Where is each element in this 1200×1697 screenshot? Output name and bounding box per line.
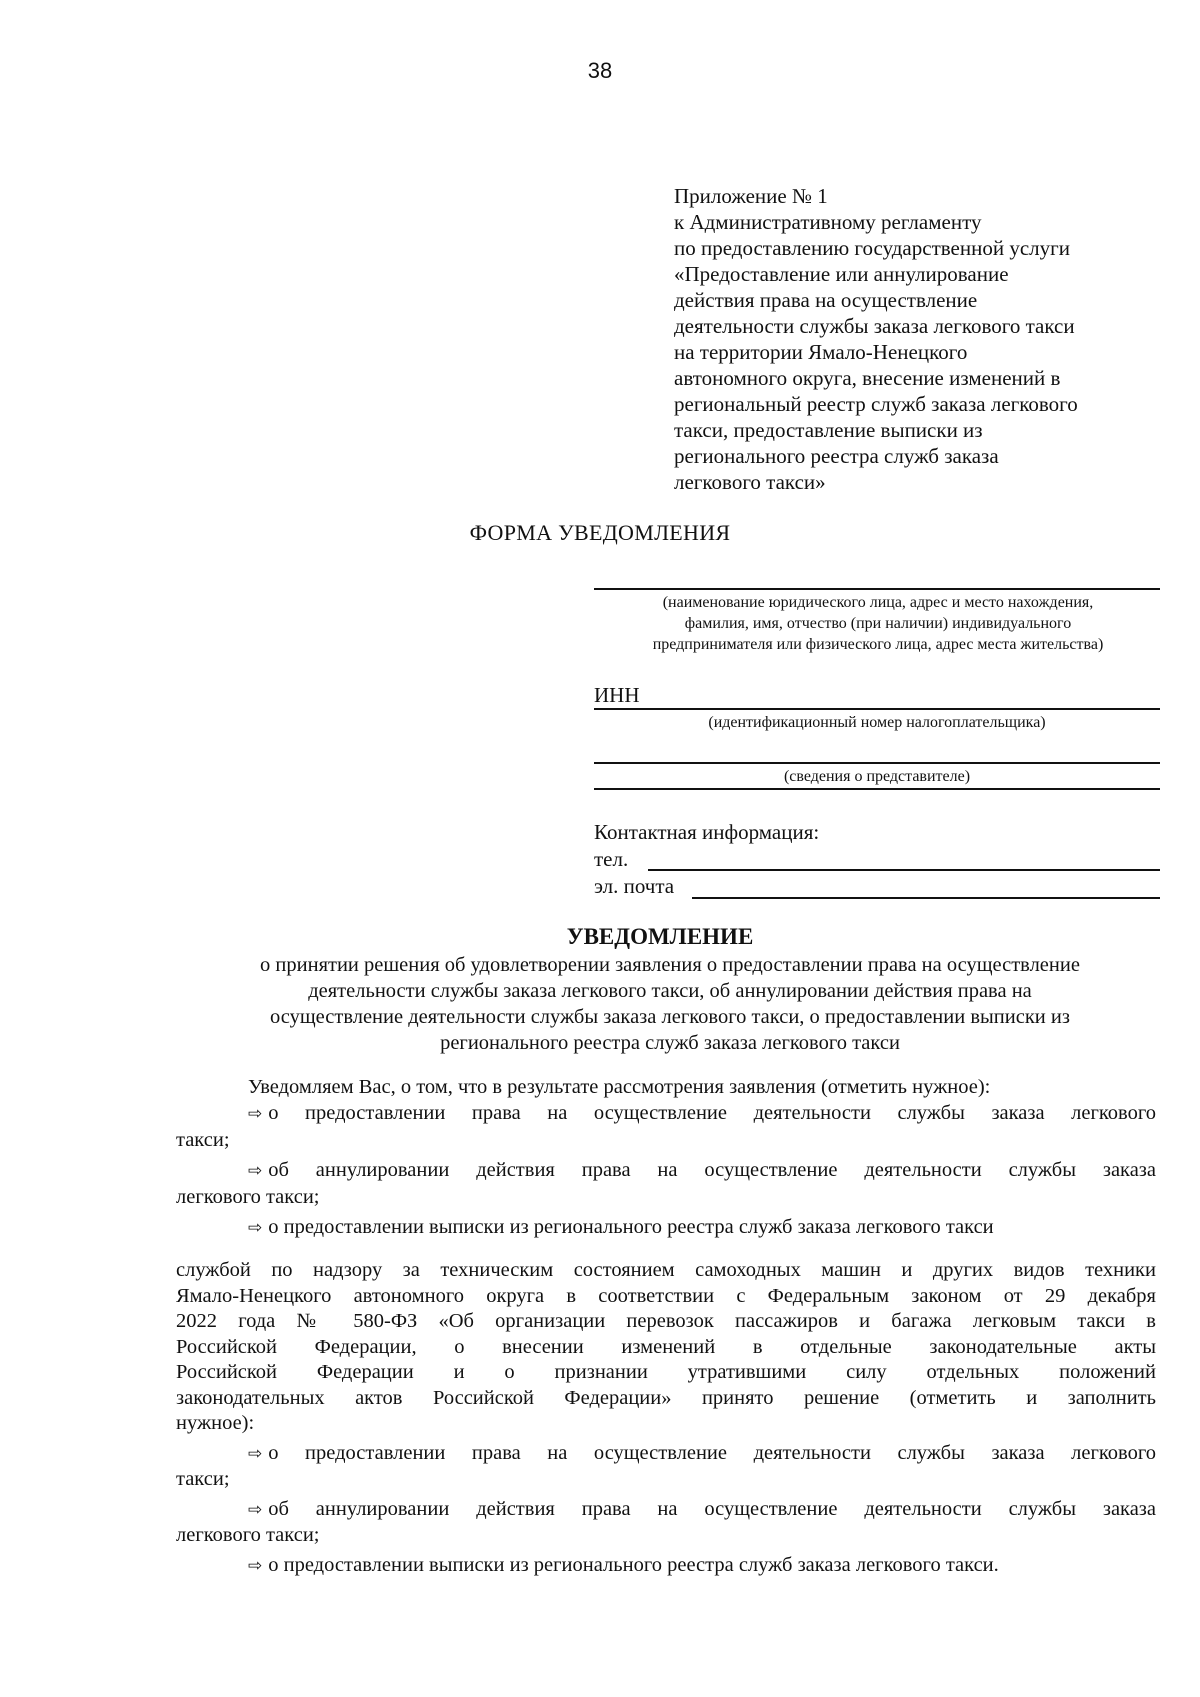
decision-line: Российской Федерации, о внесении изменений в отдельные законодательные акты	[176, 1335, 1156, 1358]
email-line	[692, 897, 1160, 899]
appendix-line: действия права на осуществление	[674, 288, 978, 312]
appendix-line: легкового такси»	[674, 470, 826, 494]
inn-caption: (идентификационный номер налогоплательщика)	[708, 714, 1046, 731]
notice-intro: Уведомляем Вас, о том, что в результате рассмотрения заявления (отметить нужное):	[248, 1076, 991, 1098]
decision-line: законодательных актов Российской Федерации» принято решение (отметить и заполнить	[176, 1386, 1156, 1409]
page-number: 38	[587, 58, 613, 83]
option-2-1-cont: такси;	[176, 1468, 230, 1490]
recipient-caption-line: фамилия, имя, отчество (при наличии) индивидуального	[684, 615, 1072, 632]
decision-line: службой по надзору за техническим состоянием самоходных машин и других видов техники	[176, 1259, 1156, 1281]
appendix-block	[674, 183, 1154, 495]
arrow-icon: ⇨	[248, 1104, 263, 1124]
option-1-1-cont: такси;	[176, 1129, 230, 1151]
appendix-line: Приложение № 1	[674, 184, 828, 208]
notice-subtitle-line: регионального реестра служб заказа легкового такси	[440, 1032, 900, 1054]
option-2-2	[176, 1497, 1156, 1524]
option-1-2-cont: легкового такси;	[176, 1186, 320, 1208]
option-2-2-cont: легкового такси;	[176, 1524, 320, 1546]
recipient-name-line	[594, 588, 1160, 590]
appendix-line: к Административному регламенту	[674, 210, 982, 234]
decision-block	[176, 1258, 1156, 1579]
option-text: о предоставлении права на осуществление деятельности службы заказа легкового	[268, 1102, 1156, 1124]
option-text: об аннулировании действия права на осуществление деятельности службы заказа	[268, 1497, 1156, 1520]
decision-line: Российской Федерации и о признании утратившими силу отдельных положений	[176, 1361, 1156, 1383]
appendix-line: региональный реестр служб заказа легкового	[674, 392, 1078, 416]
option-1-2	[176, 1157, 1156, 1184]
appendix-line: автономного округа, внесение изменений в	[674, 366, 1061, 390]
appendix-line: на территории Ямало-Ненецкого	[674, 340, 968, 364]
arrow-icon: ⇨	[248, 1218, 263, 1238]
arrow-icon: ⇨	[248, 1555, 263, 1576]
representative-caption: (сведения о представителе)	[783, 768, 971, 785]
representative-line-top	[594, 762, 1160, 764]
option-2-1	[176, 1441, 1156, 1468]
appendix-line: такси, предоставление выписки из	[674, 418, 983, 442]
recipient-caption-line: предпринимателя или физического лица, адрес места жительства)	[652, 636, 1104, 653]
appendix-line: деятельности службы заказа легкового такси	[674, 314, 1075, 338]
phone-label: тел.	[594, 847, 629, 871]
option-2-3	[176, 1553, 1156, 1580]
appendix-line: «Предоставление или аннулирование	[674, 262, 1009, 286]
recipient-caption	[590, 592, 1166, 655]
option-text: о предоставлении выписки из регионального реестра служб заказа легкового такси	[268, 1216, 994, 1238]
notice-intro-block	[176, 1074, 1156, 1241]
notice-subtitle-line: осуществление деятельности службы заказа легкового такси, о предоставлении выписки из	[270, 1006, 1070, 1028]
notice-heading: УВЕДОМЛЕНИЕ	[566, 924, 754, 949]
appendix-line: регионального реестра служб заказа	[674, 444, 999, 468]
decision-line: Ямало-Ненецкого автономного округа в соответствии с Федеральным законом от 29 декабря	[176, 1284, 1156, 1307]
notice-subtitle-line: деятельности службы заказа легкового такси, об аннулировании действия права на	[308, 980, 1032, 1002]
email-label: эл. почта	[594, 874, 675, 898]
option-text: о предоставлении выписки из регионального реестра служб заказа легкового такси.	[268, 1553, 999, 1576]
phone-line	[648, 869, 1160, 871]
arrow-icon: ⇨	[248, 1499, 263, 1520]
notice-subtitle-line: о принятии решения об удовлетворении заявления о предоставлении права на осуществление	[260, 954, 1080, 976]
option-1-3	[176, 1214, 1156, 1241]
form-title: ФОРМА УВЕДОМЛЕНИЯ	[469, 520, 731, 545]
inn-line	[594, 708, 1160, 710]
inn-label: ИНН	[594, 683, 640, 707]
arrow-icon: ⇨	[248, 1443, 263, 1464]
option-1-1	[176, 1100, 1156, 1127]
contact-label: Контактная информация:	[594, 820, 820, 844]
appendix-line: по предоставлению государственной услуги	[674, 236, 1070, 260]
decision-line: нужное):	[176, 1412, 255, 1434]
representative-line-bottom	[594, 788, 1160, 790]
decision-line: 2022 года № 580-ФЗ «Об организации перевозок пассажиров и багажа легковым такси в	[176, 1310, 1156, 1332]
option-text: об аннулировании действия права на осуществление деятельности службы заказа	[268, 1159, 1156, 1181]
recipient-caption-line: (наименование юридического лица, адрес и место нахождения,	[662, 594, 1094, 611]
option-text: о предоставлении права на осуществление деятельности службы заказа легкового	[268, 1441, 1156, 1464]
arrow-icon: ⇨	[248, 1161, 263, 1181]
notice-subtitle	[170, 952, 1170, 1056]
